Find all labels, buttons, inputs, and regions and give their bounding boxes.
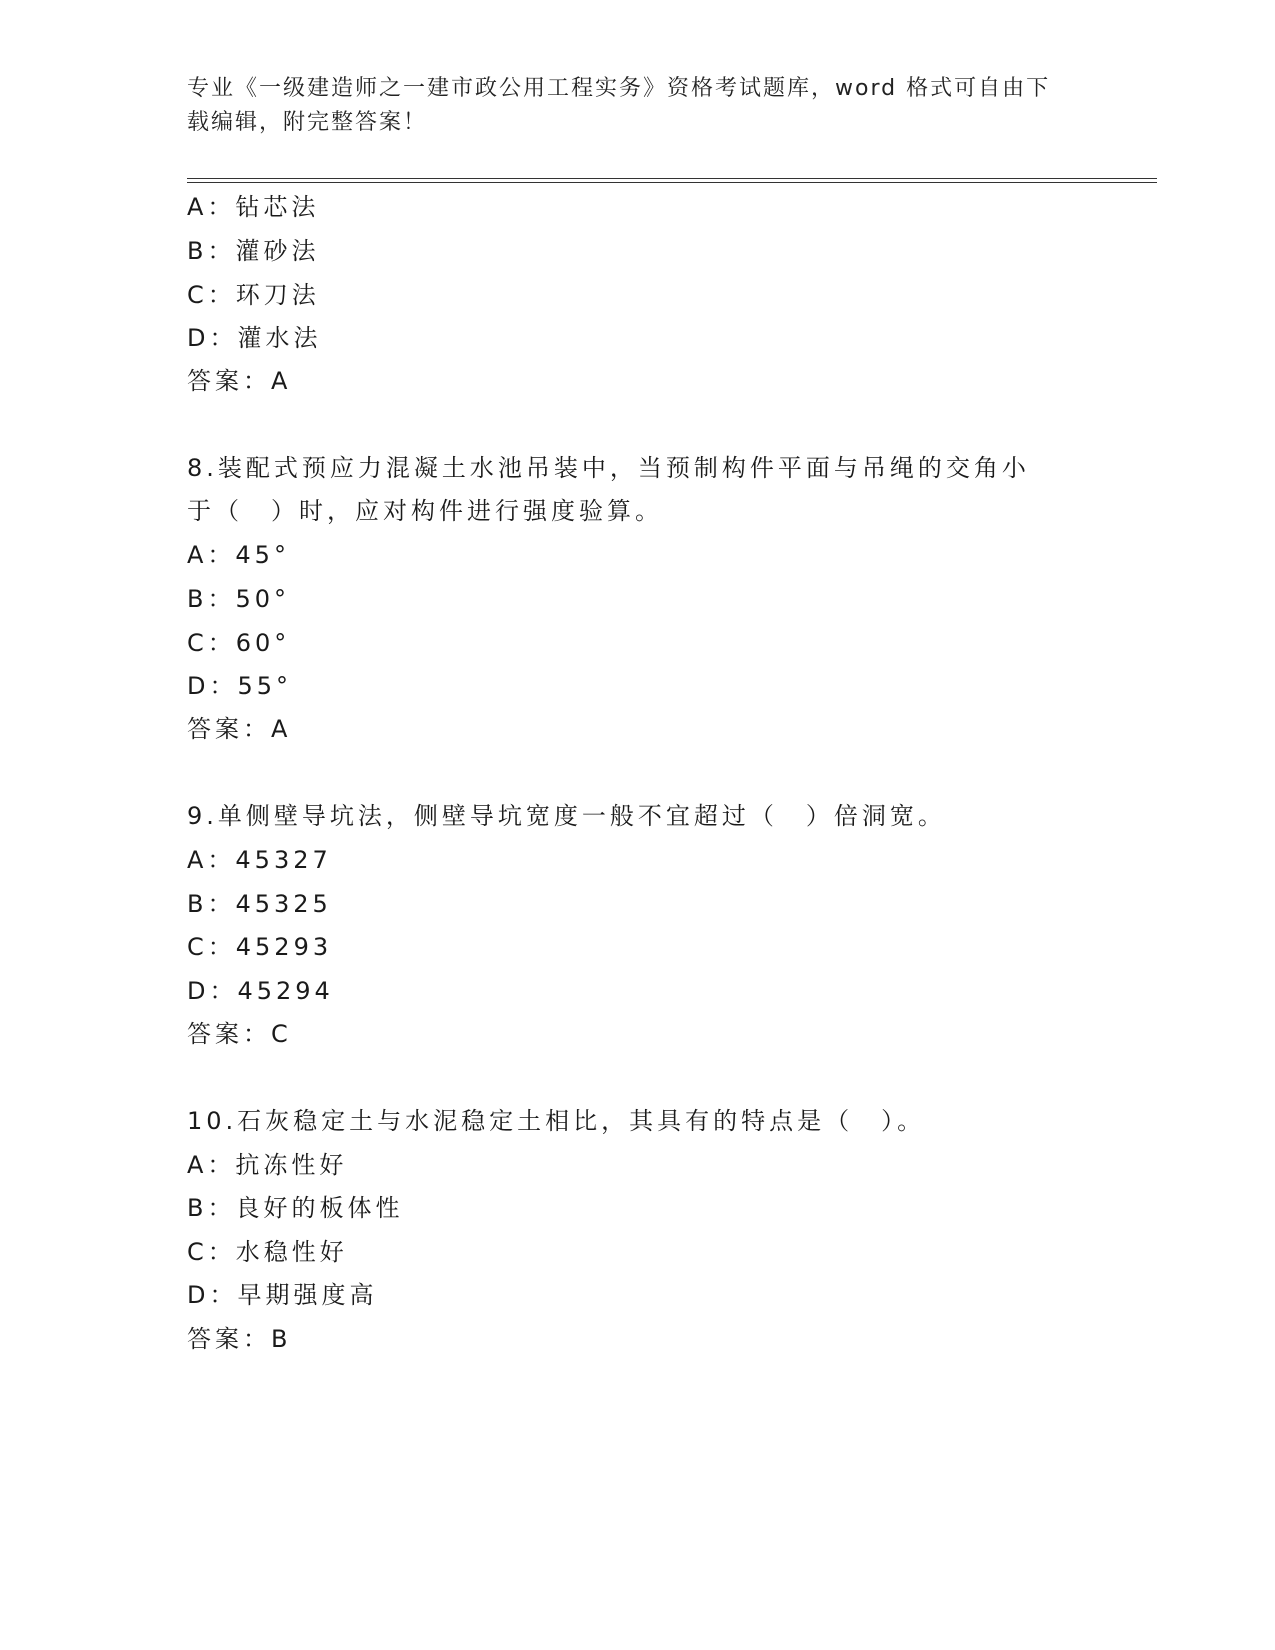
q8-option-a: A：45° — [187, 541, 290, 569]
q9-stem-line-1: 9.单侧壁导坑法，侧壁导坑宽度一般不宜超过（ ）倍洞宽。 — [187, 802, 946, 830]
q7-option-c: C：环刀法 — [187, 281, 320, 309]
q10-option-c: C：水稳性好 — [187, 1238, 348, 1266]
document-header — [187, 72, 1087, 140]
q9-option-b: B：45325 — [187, 890, 332, 918]
q9-option-c: C：45293 — [187, 933, 333, 961]
q9-option-a: A：45327 — [187, 846, 332, 874]
header-divider — [187, 178, 1157, 183]
q8-option-b: B：50° — [187, 585, 291, 613]
q7-option-b: B：灌砂法 — [187, 237, 320, 265]
q8-option-c: C：60° — [187, 629, 291, 657]
q10-answer: 答案：B — [187, 1325, 292, 1353]
q8-stem-line-2: 于（ ）时，应对构件进行强度验算。 — [187, 497, 663, 525]
q10-option-a: A：抗冻性好 — [187, 1151, 348, 1179]
q10-stem-line-1: 10.石灰稳定土与水泥稳定土相比，其具有的特点是（ ）。 — [187, 1107, 926, 1135]
q10-option-b: B：良好的板体性 — [187, 1194, 404, 1222]
q9-option-d: D：45294 — [187, 977, 334, 1005]
q8-answer: 答案：A — [187, 715, 292, 743]
document-page — [187, 0, 1157, 1650]
header-line-2: 载编辑，附完整答案！ — [187, 110, 428, 135]
q7-option-d: D：灌水法 — [187, 324, 322, 352]
header-line-1: 专业《一级建造师之一建市政公用工程实务》资格考试题库，word 格式可自由下 — [187, 76, 1051, 101]
q7-answer: 答案：A — [187, 367, 292, 395]
q8-option-d: D：55° — [187, 672, 293, 700]
q10-option-d: D：早期强度高 — [187, 1281, 378, 1309]
q9-answer: 答案：C — [187, 1020, 292, 1048]
q7-option-a: A：钻芯法 — [187, 193, 320, 221]
q8-stem-line-1: 8.装配式预应力混凝土水池吊装中，当预制构件平面与吊绳的交角小 — [187, 454, 1030, 482]
